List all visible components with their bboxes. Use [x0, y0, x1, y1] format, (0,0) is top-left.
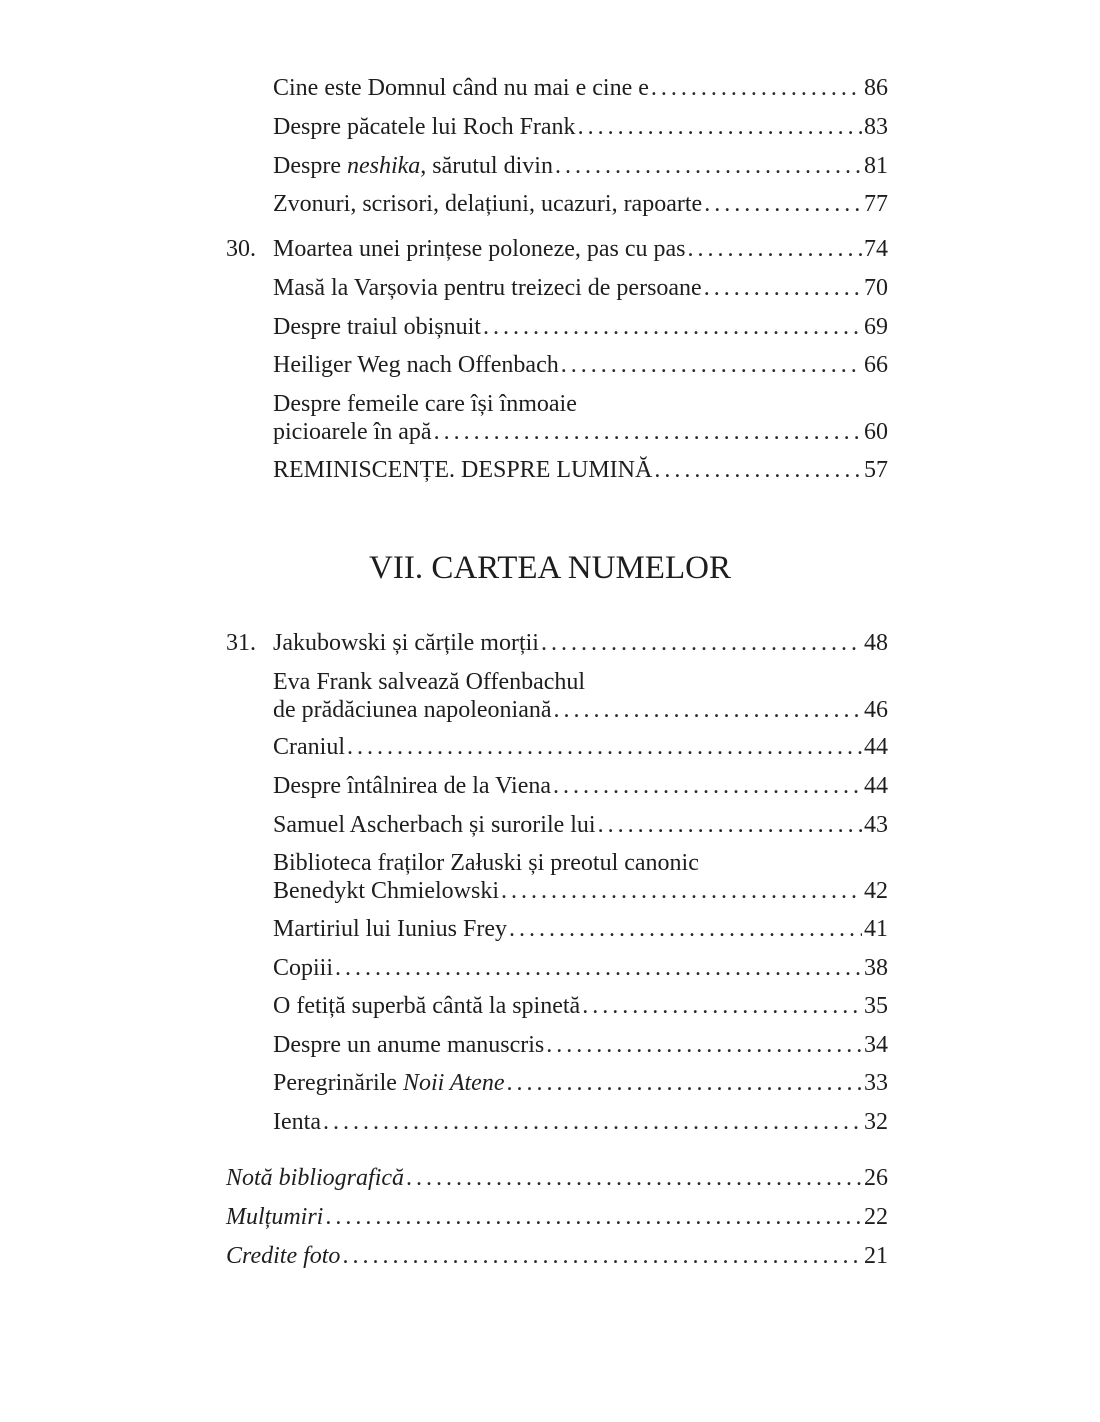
toc-entry: [273, 274, 888, 302]
entry-title: Ienta: [273, 1109, 321, 1135]
toc-entry: [273, 772, 888, 800]
toc-entry: [273, 954, 888, 982]
entry-page-number: 33: [864, 1070, 888, 1096]
entry-title: Notă bibliografică: [226, 1165, 405, 1191]
leader-dots: [434, 418, 862, 446]
toc-entry: [273, 1069, 888, 1097]
entry-page-number: 22: [864, 1204, 888, 1230]
entry-page-number: 44: [864, 773, 888, 799]
toc-entry-multiline: [273, 390, 888, 446]
toc-entry: [273, 456, 888, 484]
leader-dots: [704, 274, 862, 302]
entry-page-number: 77: [864, 191, 888, 217]
entry-page-number: 74: [864, 236, 888, 262]
leader-dots: [347, 733, 862, 761]
toc-entry: [273, 1031, 888, 1059]
entry-page-number: 35: [864, 993, 888, 1019]
entry-page-number: 81: [864, 153, 888, 179]
entry-title: Craniul: [273, 734, 345, 760]
entry-title: REMINISCENȚE. DESPRE LUMINĂ: [273, 457, 653, 483]
entry-title: Despre întâlnirea de la Viena: [273, 773, 551, 799]
entry-page-number: 43: [864, 812, 888, 838]
toc-entry: [273, 152, 888, 180]
entry-title: Mulțumiri: [226, 1204, 324, 1230]
back-matter-entry: [226, 1203, 888, 1231]
chapter-title: Moartea unei prințese poloneze, pas cu pas: [273, 236, 686, 262]
entry-page-number: 83: [864, 114, 888, 140]
toc-entry-multiline: [273, 849, 888, 905]
entry-page-number: 21: [864, 1243, 888, 1269]
leader-dots: [598, 811, 862, 839]
entry-title: de prădăciunea napoleoniană: [273, 697, 552, 723]
leader-dots: [506, 1069, 862, 1097]
toc-entry: [273, 113, 888, 141]
entry-title-part: Despre: [273, 153, 347, 179]
entry-title: Despre păcatele lui Roch Frank: [273, 114, 576, 140]
entry-title: Copiii: [273, 955, 334, 981]
entry-page-number: 69: [864, 314, 888, 340]
chapter-entry: [226, 235, 888, 263]
entry-title-italic: neshika: [346, 153, 421, 179]
toc-entry: [273, 811, 888, 839]
toc-entry: [273, 1108, 888, 1136]
chapter-number: 30.: [226, 236, 256, 262]
section-heading: VII. CARTEA NUMELOR: [369, 550, 731, 586]
entry-title: Benedykt Chmielowski: [273, 878, 499, 904]
entry-title: Credite foto: [226, 1243, 341, 1269]
entry-page-number: 38: [864, 955, 888, 981]
entry-title-first-line: Biblioteca fraților Załuski și preotul canonic: [273, 850, 699, 876]
leader-dots: [541, 629, 862, 657]
leader-dots: [688, 235, 862, 263]
entry-page-number: 57: [864, 457, 888, 483]
entry-page-number: 70: [864, 275, 888, 301]
entry-title: Despre un anume manuscris: [273, 1032, 545, 1058]
leader-dots: [546, 1031, 862, 1059]
leader-dots: [342, 1242, 862, 1270]
entry-title: picioarele în apă: [273, 419, 432, 445]
leader-dots: [555, 152, 862, 180]
leader-dots: [501, 877, 862, 905]
leader-dots: [335, 954, 862, 982]
entry-title: [273, 1069, 504, 1097]
back-matter-entry: [226, 1242, 888, 1270]
entry-title-part: , sărutul divin: [420, 153, 553, 179]
entry-page-number: 86: [864, 75, 888, 101]
toc-entry: [273, 733, 888, 761]
entry-title: Zvonuri, scrisori, delațiuni, ucazuri, rapoarte: [273, 191, 703, 217]
entry-title-part: Peregrinările: [273, 1070, 403, 1096]
leader-dots: [578, 113, 862, 141]
chapter-number: 31.: [226, 630, 256, 656]
leader-dots: [323, 1108, 862, 1136]
leader-dots: [553, 772, 862, 800]
leader-dots: [704, 190, 862, 218]
entry-page-number: 66: [864, 352, 888, 378]
entry-title: Martiriul lui Iunius Frey: [273, 916, 507, 942]
leader-dots: [651, 74, 862, 102]
entry-page-number: 34: [864, 1032, 888, 1058]
leader-dots: [582, 992, 862, 1020]
leader-dots: [509, 915, 862, 943]
entry-title: Heiliger Weg nach Offenbach: [273, 352, 559, 378]
toc-entry: [273, 313, 888, 341]
chapter-entry: [226, 629, 888, 657]
toc-entry: [273, 190, 888, 218]
entry-page-number: 46: [864, 697, 888, 723]
leader-dots: [483, 313, 862, 341]
leader-dots: [654, 456, 862, 484]
entry-title-italic: Noii Atene: [402, 1070, 505, 1096]
entry-page-number: 32: [864, 1109, 888, 1135]
entry-page-number: 60: [864, 419, 888, 445]
toc-entry: [273, 915, 888, 943]
toc-entry: [273, 351, 888, 379]
entry-title-first-line: Eva Frank salvează Offenbachul: [273, 669, 586, 695]
toc-entry: [273, 74, 888, 102]
leader-dots: [325, 1203, 862, 1231]
toc-entry-multiline: [273, 668, 888, 724]
toc-entry: [273, 992, 888, 1020]
back-matter-entry: [226, 1164, 888, 1192]
entry-title: O fetiță superbă cântă la spinetă: [273, 993, 581, 1019]
entry-page-number: 42: [864, 878, 888, 904]
leader-dots: [554, 696, 862, 724]
entry-title-first-line: Despre femeile care își înmoaie: [273, 391, 577, 417]
entry-page-number: 26: [864, 1165, 888, 1191]
entry-title: Cine este Domnul când nu mai e cine e: [273, 75, 649, 101]
leader-dots: [406, 1164, 862, 1192]
entry-title: [273, 152, 553, 180]
leader-dots: [561, 351, 862, 379]
entry-page-number: 41: [864, 916, 888, 942]
chapter-title: Jakubowski și cărțile morții: [273, 630, 539, 656]
entry-title: Despre traiul obișnuit: [273, 314, 481, 340]
entry-title: Samuel Ascherbach și surorile lui: [273, 812, 596, 838]
entry-title: Masă la Varșovia pentru treizeci de persoane: [273, 275, 702, 301]
entry-page-number: 48: [864, 630, 888, 656]
entry-page-number: 44: [864, 734, 888, 760]
